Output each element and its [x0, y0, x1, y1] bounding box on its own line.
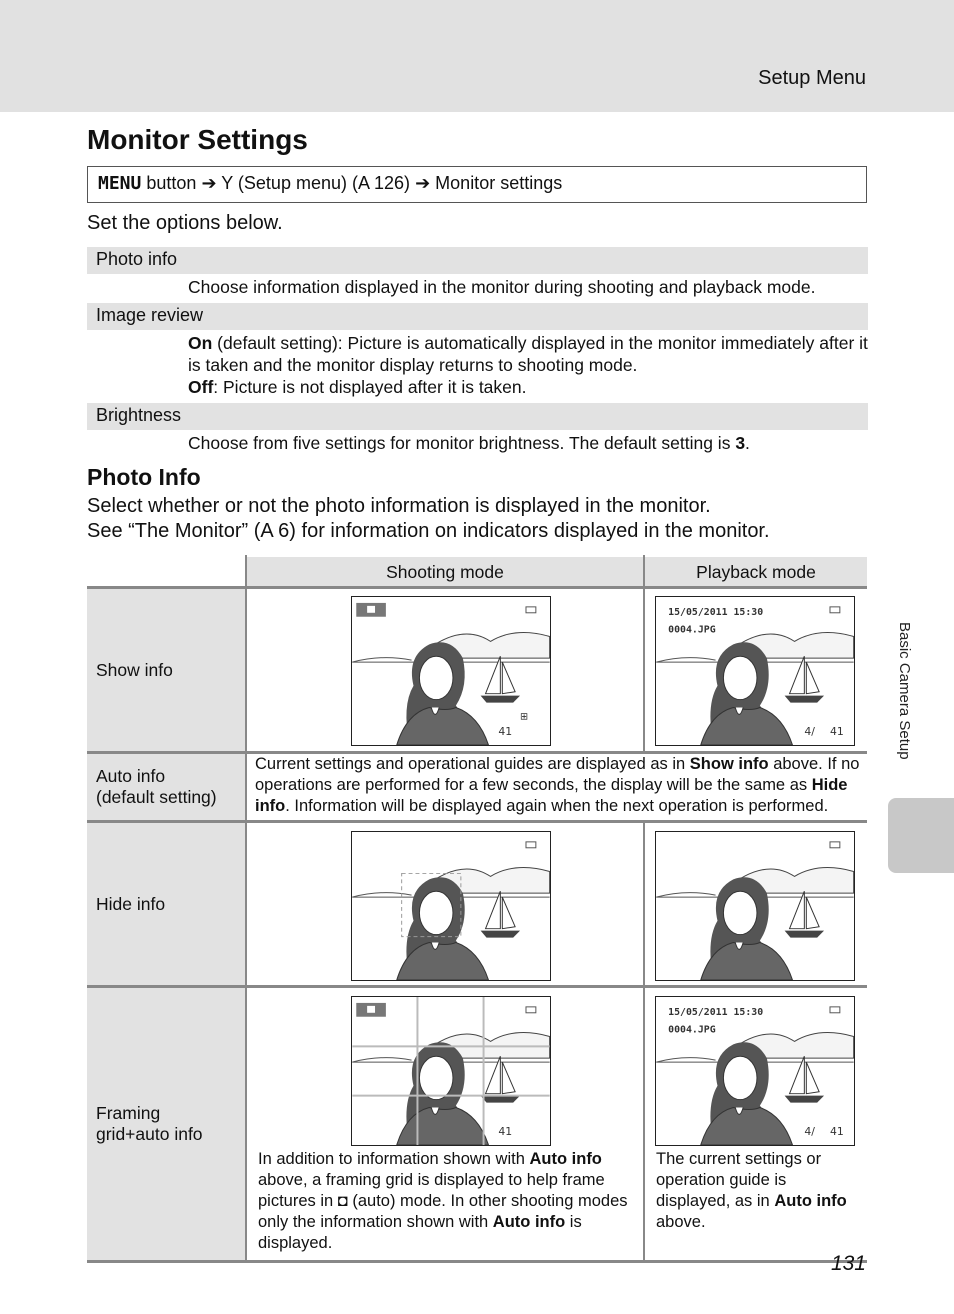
- intro-text: Set the options below.: [87, 212, 283, 234]
- scene-illustration: [352, 1033, 549, 1145]
- divider: [245, 555, 247, 1261]
- screen-show-info-shooting: [351, 596, 551, 746]
- frame-count: 41: [829, 1125, 844, 1139]
- divider: [643, 823, 645, 1261]
- auto-mode-icon: ◘: [337, 1192, 348, 1210]
- col-header-shooting: Shooting mode: [247, 557, 643, 588]
- frame-number: 4/: [804, 1125, 815, 1139]
- scene-illustration: [656, 868, 853, 980]
- scene-illustration: [352, 633, 549, 745]
- date-readout: 15/05/2011 15:30: [668, 606, 764, 618]
- monitor-illustration: [656, 832, 854, 980]
- battery-icon: [526, 842, 536, 848]
- option-brightness: Brightness: [87, 403, 868, 430]
- auto-info-description: Current settings and operational guides are displayed as in Show info above. If no operations are performed for a few seconds, the display will be the same as Hide info. Information will be displayed again when the next operation is performed.: [255, 755, 860, 815]
- wrench-icon: Y: [221, 173, 233, 193]
- col-header-playback: Playback mode: [645, 557, 867, 588]
- photo-info-table: [87, 555, 867, 1265]
- option-photo-info: Photo info: [87, 247, 868, 274]
- screen-hide-info-shooting: [351, 831, 551, 981]
- row-label-hide-info: Hide info: [87, 823, 245, 985]
- section-name: Setup Menu: [758, 67, 866, 89]
- battery-icon: [526, 607, 536, 613]
- screen-show-info-playback: [655, 596, 855, 746]
- section-paragraph: Select whether or not the photo information is displayed in the monitor. See “The Monitor” (A 6) for information on indicators displayed in the monitor.: [87, 495, 770, 542]
- monitor-illustration: [352, 832, 550, 980]
- screen-framing-shooting: [351, 996, 551, 1146]
- section-heading: Photo Info: [87, 464, 201, 490]
- divider: [643, 555, 645, 751]
- page-title: Monitor Settings: [87, 124, 308, 155]
- frames-remaining: 41: [498, 725, 513, 739]
- scene-illustration: [352, 868, 549, 980]
- header-band: [0, 0, 954, 112]
- chapter-tab: [888, 798, 954, 873]
- battery-icon: [830, 842, 840, 848]
- scene-illustration: [656, 1033, 853, 1145]
- option-desc: On (default setting): Picture is automatically displayed in the monitor immediately after it is taken and the monitor display returns to shooting mode. Off: Picture is not displayed after it is taken.: [188, 333, 868, 397]
- page-number: 131: [830, 1252, 866, 1275]
- option-desc: Choose information displayed in the monitor during shooting and playback mode.: [188, 277, 816, 297]
- chapter-label: Basic Camera Setup: [896, 622, 913, 760]
- monitor-illustration: [656, 597, 854, 745]
- menu-icon: MENU: [98, 173, 142, 194]
- framing-shooting-description: In addition to information shown with Auto info above, a framing grid is displayed to help frame pictures in ◘ (auto) mode. In other shooting modes only the information shown with Auto info is displayed.: [258, 1150, 628, 1252]
- file-name: 0004.JPG: [668, 624, 716, 636]
- screen-hide-info-playback: [655, 831, 855, 981]
- file-name: 0004.JPG: [668, 1024, 716, 1036]
- monitor-illustration: [656, 997, 854, 1145]
- arrow-icon: ➔: [201, 173, 217, 193]
- row-label-framing: Framing grid+auto info: [87, 988, 245, 1260]
- book-icon: A: [357, 173, 369, 193]
- monitor-illustration: [352, 597, 550, 745]
- frame-count: 41: [829, 725, 844, 739]
- row-label-auto-info: Auto info (default setting): [87, 754, 245, 820]
- battery-icon: [830, 607, 840, 613]
- frames-remaining: 41: [498, 1125, 513, 1139]
- date-readout: 15/05/2011 15:30: [668, 1006, 764, 1018]
- menu-path-box: MENU button ➔ Y (Setup menu) (A 126) ➔ Monitor settings: [87, 166, 867, 203]
- battery-icon: [830, 1007, 840, 1013]
- option-image-review: Image review: [87, 303, 868, 330]
- option-desc: Choose from five settings for monitor brightness. The default setting is 3.: [188, 433, 750, 453]
- monitor-illustration: [352, 997, 550, 1145]
- table-bottom-rule: [87, 1260, 867, 1263]
- row-label-show-info: Show info: [87, 589, 245, 751]
- arrow-icon: ➔: [415, 173, 431, 193]
- frame-number: 4/: [804, 725, 815, 739]
- scene-illustration: [656, 633, 853, 745]
- framing-playback-description: The current settings or operation guide is displayed, as in Auto info above.: [656, 1150, 847, 1231]
- battery-icon: [526, 1007, 536, 1013]
- svg-text:⊞: ⊞: [520, 711, 529, 723]
- screen-framing-playback: [655, 996, 855, 1146]
